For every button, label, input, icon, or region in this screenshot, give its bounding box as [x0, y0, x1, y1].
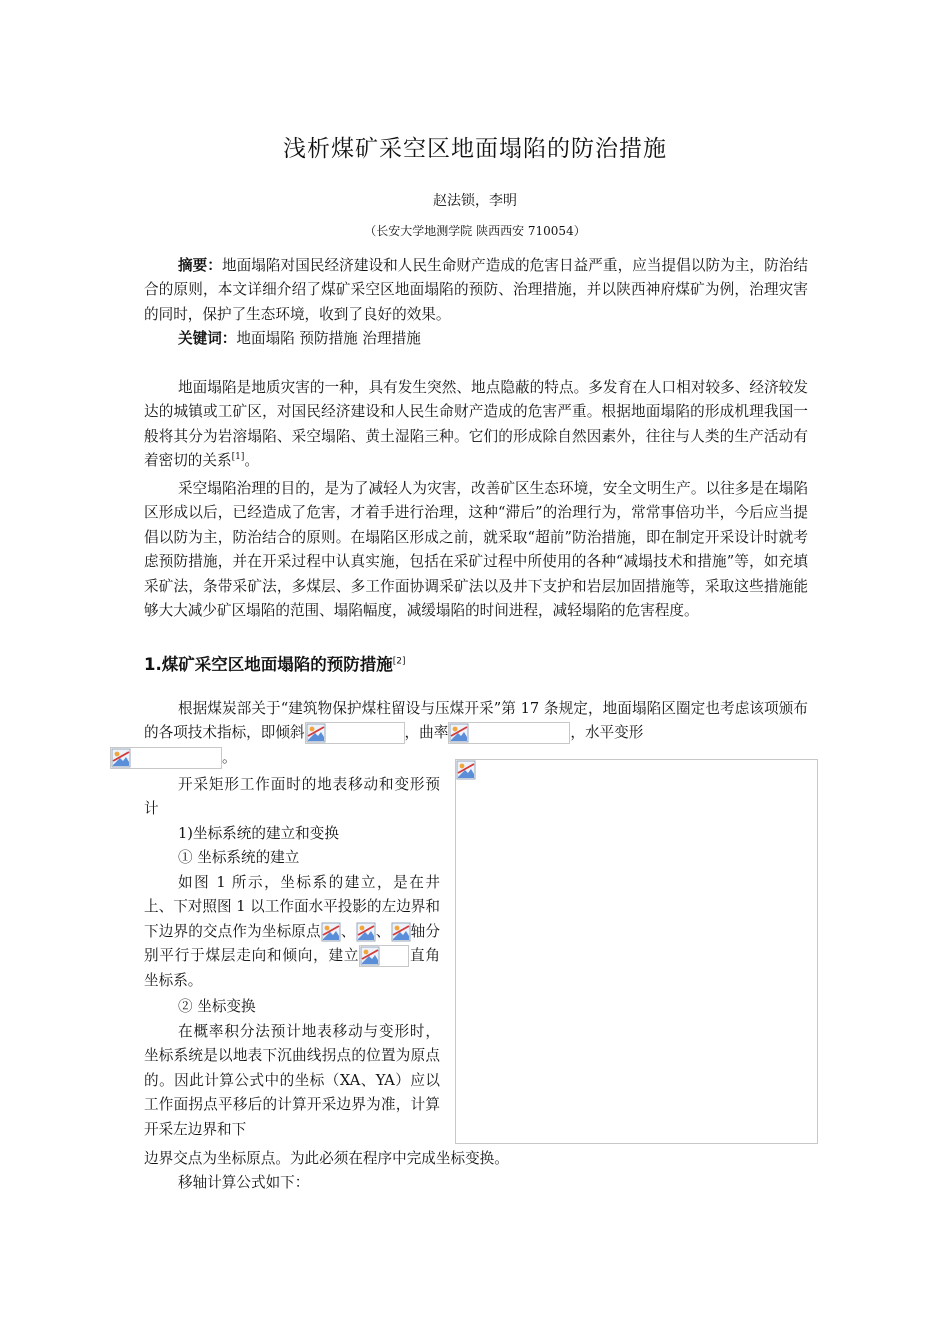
abstract-text: 地面塌陷对国民经济建设和人民生命财产造成的危害日益严重，应当提倡以防为主，防治结合的原则，本文详细介绍了煤矿采空区地面塌陷的预防、治理措施，并以陕西神府煤矿为例，治理灾害的同时，保护了生态环境，收到了良好的效果。	[144, 257, 808, 323]
section-1-paragraph-1-text-c: ，水平变形	[570, 724, 644, 742]
keywords-text: 地面塌陷 预防措施 治理措施	[236, 330, 421, 347]
section-1-col-line-3: ① 坐标系统的建立	[178, 849, 300, 866]
formula-image-horizontal-deformation	[110, 747, 222, 769]
intro-paragraph-1-text: 地面塌陷是地质灾害的一种，具有发生突然、地点隐蔽的特点。多发育在人口相对较多、经济较发达的城镇或工矿区，对国民经济建设和人民生命财产造成的危害严重。根据地面塌陷的形成机理我国一般将其分为岩溶塌陷、采空塌陷、黄土湿陷三种。它们的形成除自然因素外，往往与人类的生产活动有着密切的关系	[144, 379, 808, 470]
section-1-heading-text: 1.煤矿采空区地面塌陷的预防措施	[144, 655, 393, 674]
section-1-heading	[144, 651, 406, 675]
section-1-col-paragraph-4	[144, 871, 440, 993]
citation-1[interactable]: [1]	[231, 452, 245, 463]
section-1-paragraph-1-text-a: 根据煤炭部关于“建筑物保护煤柱留设与压煤开采”第 17 条规定，地面塌陷区圈定也考虑该项颁布的各项技术指标，即倾斜	[144, 700, 808, 742]
broken-image-icon	[360, 946, 380, 966]
separator-2: 、	[375, 922, 391, 940]
broken-image-icon	[111, 748, 131, 768]
broken-image-icon	[449, 723, 469, 743]
section-1-col-paragraph-6: 在概率积分法预计地表移动与变形时，坐标系统是以地表下沉曲线拐点的位置为原点的。因此计算公式中的坐标（XA、YA）应以工作面拐点平移后的计算开采边界为准，计算开采左边界和下	[144, 1023, 440, 1138]
abstract-label: 摘要：	[178, 257, 222, 274]
broken-image-icon	[456, 760, 476, 780]
broken-image-icon	[321, 922, 341, 942]
figure-1-frame	[455, 759, 818, 1144]
section-1-tail-line-2: 移轴计算公式如下：	[178, 1174, 310, 1191]
paper-title: 浅析煤矿采空区地面塌陷的防治措施	[283, 136, 667, 162]
section-1-paragraph-1-text-b: ，曲率	[404, 724, 449, 742]
intro-paragraph-2: 采空塌陷治理的目的，是为了减轻人为灾害，改善矿区生态环境，安全文明生产。以往多是在塌陷区形成以后，已经造成了危害，才着手进行治理，这种“滞后”的治理行为，常常事倍功半，今后应当提倡以防为主，防治结合的原则。在塌陷区形成之前，就采取“超前”防治措施，即在制定开采设计时就考虑预防措施，并在开采过程中认真实施，包括在采矿过程中所使用的各种“减塌技术和措施”等，如充填采矿法，条带采矿法，多煤层、多工作面协调采矿法以及井下支护和岩层加固措施等，采取这些措施能够大大减少矿区塌陷的范围、塌陷幅度，减缓塌陷的时间进程，减轻塌陷的危害程度。	[144, 480, 808, 620]
formula-image-tilt	[305, 722, 405, 744]
section-1-col-paragraph-4-text: 如图 1 所示，坐标系的建立，是在井上、下对照图 1 以工作面水平投影的左边界和下边界的交点作为坐标原点	[144, 874, 440, 940]
paper-affiliation: （长安大学地测学院 陕西西安 710054）	[364, 224, 586, 238]
section-1-col-paragraph-4-text-b: 轴分别平行于煤层走向和倾向，建立	[144, 922, 440, 965]
separator-1: 、	[340, 922, 356, 940]
section-1-paragraph-1-text-d: 。	[222, 748, 237, 766]
intro-paragraph-1-end: 。	[244, 452, 259, 470]
section-1-tail-line-1: 边界交点为坐标原点。为此必须在程序中完成坐标变换。	[144, 1150, 509, 1167]
section-1-col-line-5: ② 坐标变换	[178, 998, 256, 1015]
broken-image-icon	[356, 922, 376, 942]
abstract	[144, 254, 808, 327]
keywords	[144, 327, 808, 351]
broken-image-icon	[391, 922, 411, 942]
section-1-col-line-2: 1)坐标系统的建立和变换	[178, 825, 339, 842]
section-1-col-line-1: 开采矩形工作面时的地表移动和变形预计	[144, 776, 440, 818]
section-1-col-paragraph-4-text-c: 直角坐标系。	[144, 947, 440, 989]
broken-image-icon	[306, 723, 326, 743]
intro-paragraph-1	[144, 376, 808, 474]
formula-image-curvature	[448, 722, 570, 744]
keywords-label: 关键词：	[178, 330, 237, 347]
paper-authors: 赵法锁，李明	[433, 193, 517, 209]
citation-2[interactable]: [2]	[392, 656, 406, 667]
formula-image-coordinate-system	[359, 945, 409, 967]
